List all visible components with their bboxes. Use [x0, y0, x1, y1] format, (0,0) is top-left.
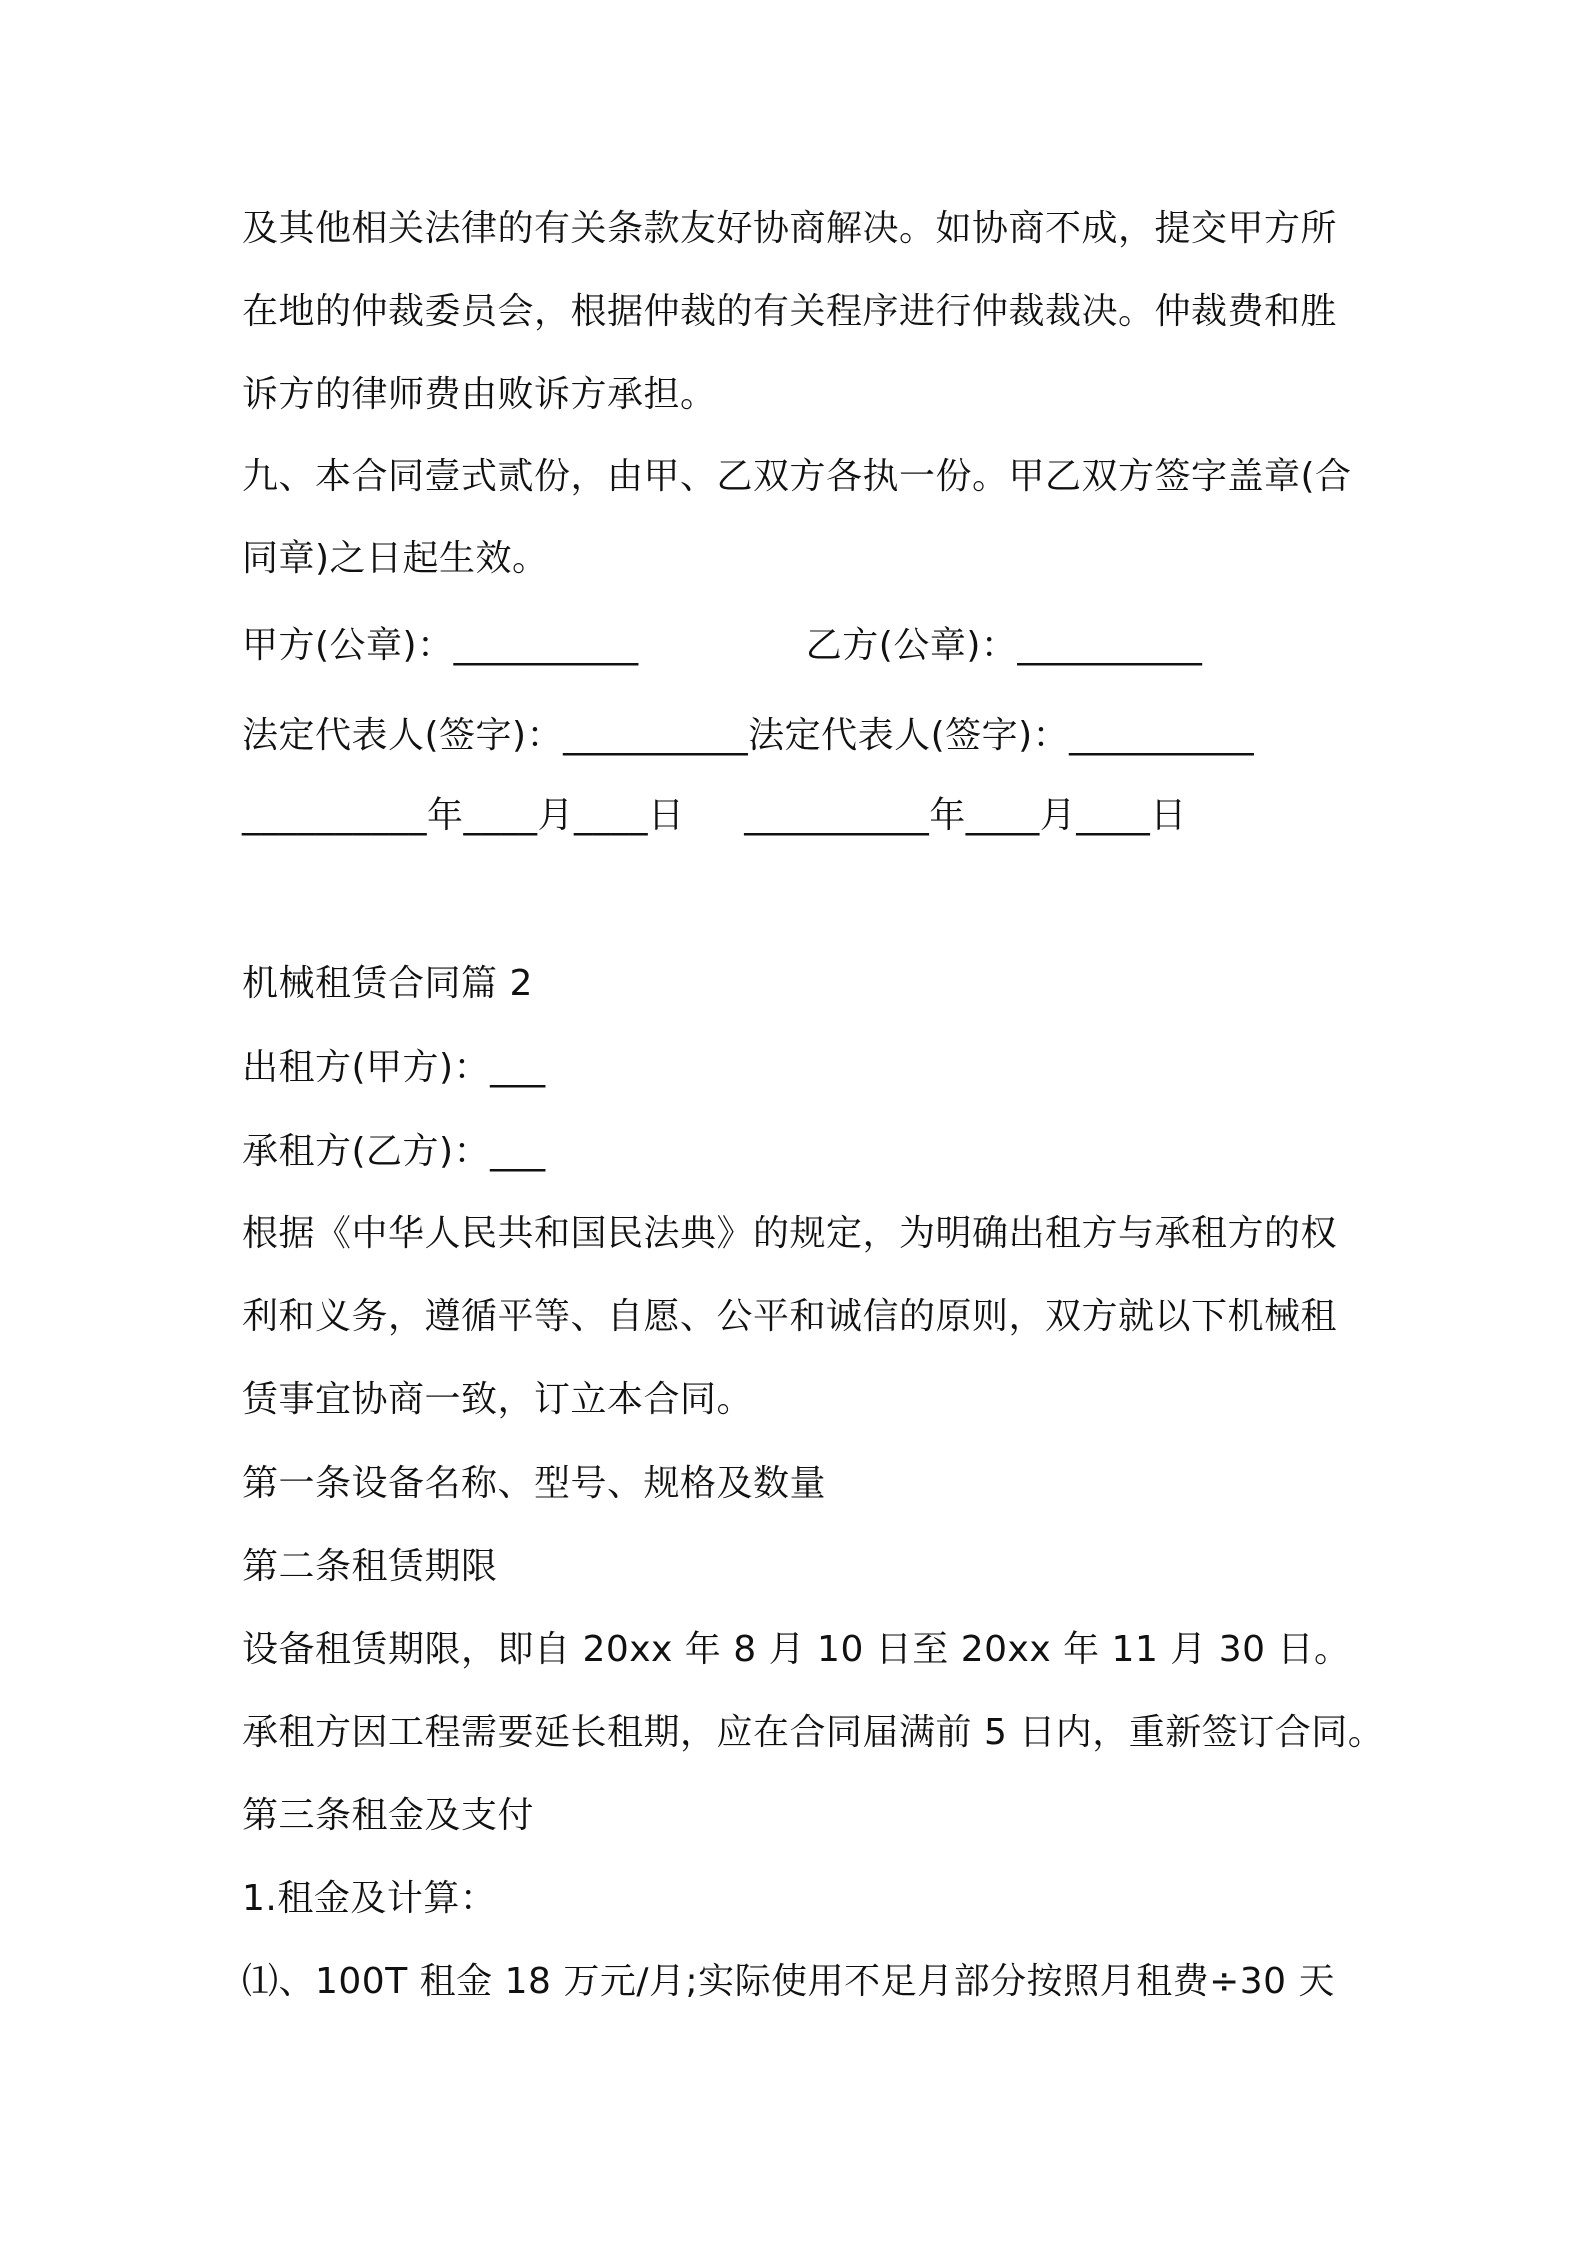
list-item: ⑴、100T 租金 18 万元/月;实际使用不足月部分按照月租费÷30 天: [242, 1961, 1336, 2002]
paragraph-line: 在地的仲裁委员会，根据仲裁的有关程序进行仲裁裁决。仲裁费和胜: [242, 291, 1338, 332]
paragraph-line: 诉方的律师费由败诉方承担。: [242, 374, 717, 415]
paragraph-line: 承租方因工程需要延长租期，应在合同届满前 5 日内，重新签订合同。: [242, 1712, 1385, 1753]
clause-line: 同章)之日起生效。: [242, 538, 549, 579]
signature-line-representative: 法定代表人(签字)：__________法定代表人(签字)：__________: [242, 715, 1255, 756]
paragraph-line: 利和义务，遵循平等、自愿、公平和诚信的原则，双方就以下机械租: [242, 1296, 1338, 1337]
signature-line-date: __________年____月____日 __________年____月____日: [242, 795, 1187, 836]
signature-line-party: 甲方(公章)：__________ 乙方(公章)：__________: [242, 625, 1203, 666]
article-heading: 第三条租金及支付: [242, 1795, 535, 1836]
paragraph-line: 设备租赁期限，即自 20xx 年 8 月 10 日至 20xx 年 11 月 30 日。: [242, 1629, 1351, 1670]
article-heading: 第一条设备名称、型号、规格及数量: [242, 1463, 827, 1504]
clause-line: 九、本合同壹式贰份，由甲、乙双方各执一份。甲乙双方签字盖章(合: [242, 456, 1352, 497]
lessor-line: 出租方(甲方)：___: [242, 1047, 546, 1088]
paragraph-line: 及其他相关法律的有关条款友好协商解决。如协商不成，提交甲方所: [242, 208, 1338, 249]
paragraph-line: 根据《中华人民共和国民法典》的规定，为明确出租方与承租方的权: [242, 1213, 1338, 1254]
lessee-line: 承租方(乙方)：___: [242, 1131, 546, 1172]
section-heading: 机械租赁合同篇 2: [242, 963, 533, 1004]
paragraph-line: 赁事宜协商一致，订立本合同。: [242, 1379, 754, 1420]
article-heading: 第二条租赁期限: [242, 1546, 498, 1587]
list-heading: 1.租金及计算：: [242, 1878, 497, 1919]
